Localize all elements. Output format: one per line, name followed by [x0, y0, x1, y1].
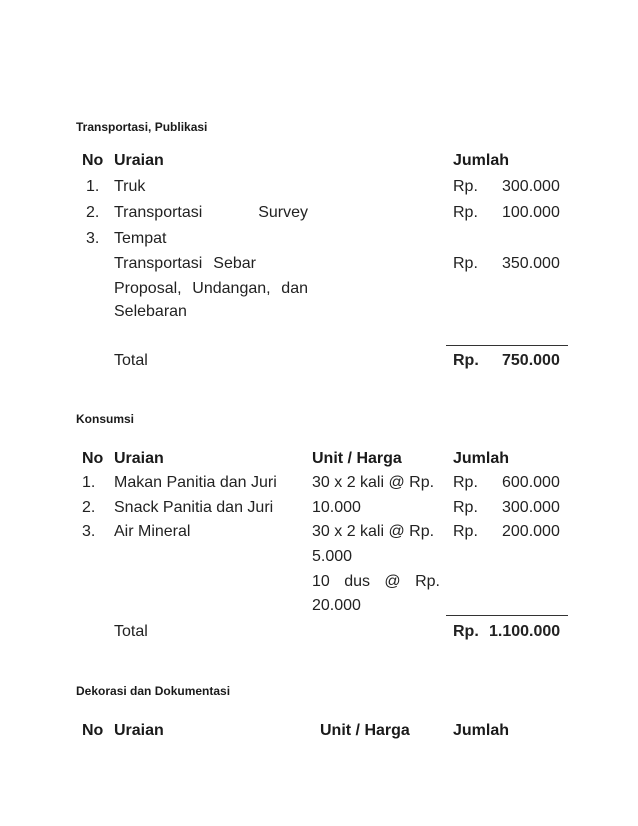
row-uraian-word: Undangan, [192, 280, 271, 297]
row-uraian: Selebaran [114, 303, 187, 320]
header-uraian: Uraian [114, 450, 164, 467]
row-unit-harga: 20.000 [312, 597, 361, 614]
row-unit-harga: 5.000 [312, 548, 353, 565]
row-amount: 200.000 [502, 523, 560, 540]
row-currency: Rp. [453, 499, 478, 516]
row-amount: 300.000 [502, 499, 560, 516]
row-number: 1. [82, 474, 96, 491]
row-uraian-word: Sebar [213, 255, 256, 272]
header-uraian: Uraian [114, 722, 164, 739]
row-currency: Rp. [453, 255, 478, 272]
total-rule [446, 615, 568, 616]
header-no: No [82, 152, 104, 169]
total-currency: Rp. [453, 352, 479, 369]
row-number: 3. [82, 523, 96, 540]
section-title-dekorasi: Dekorasi dan Dokumentasi [76, 684, 231, 698]
row-uraian: Snack Panitia dan Juri [114, 499, 274, 516]
total-amount: 1.100.000 [489, 623, 561, 640]
total-currency: Rp. [453, 623, 479, 640]
row-uraian: Tempat [114, 230, 167, 247]
row-amount: 300.000 [502, 178, 560, 195]
row-uraian-word: Transportasi [114, 204, 203, 221]
row-uraian: Air Mineral [114, 523, 191, 540]
header-no: No [82, 450, 104, 467]
row-unit-word: @ [384, 573, 401, 590]
row-unit-harga [312, 573, 440, 591]
row-uraian-word: Proposal, [114, 280, 182, 297]
row-uraian: Makan Panitia dan Juri [114, 474, 277, 491]
row-number: 3. [86, 230, 100, 247]
row-number: 1. [86, 178, 100, 195]
row-unit-harga: 10.000 [312, 499, 361, 516]
row-uraian-word: dan [281, 280, 308, 297]
total-label: Total [114, 352, 148, 369]
row-amount: 350.000 [502, 255, 560, 272]
total-amount: 750.000 [502, 352, 560, 369]
header-unit-harga: Unit / Harga [320, 722, 410, 739]
row-number: 2. [82, 499, 96, 516]
row-amount: 600.000 [502, 474, 560, 491]
row-uraian-word: Transportasi [114, 255, 203, 272]
header-jumlah: Jumlah [453, 152, 510, 169]
row-unit-word: dus [344, 573, 370, 590]
header-jumlah: Jumlah [453, 450, 510, 467]
row-currency: Rp. [453, 178, 478, 195]
total-label: Total [114, 623, 148, 640]
total-rule [446, 345, 568, 346]
row-unit-word: 10 [312, 573, 330, 590]
row-uraian: Truk [114, 178, 146, 195]
row-uraian [114, 204, 308, 222]
section-title-konsumsi: Konsumsi [76, 412, 135, 426]
row-number: 2. [86, 204, 100, 221]
row-unit-harga: 30 x 2 kali @ Rp. [312, 523, 435, 540]
row-unit-harga: 30 x 2 kali @ Rp. [312, 474, 435, 491]
header-unit-harga: Unit / Harga [312, 450, 402, 467]
row-currency: Rp. [453, 474, 478, 491]
header-no: No [82, 722, 104, 739]
row-uraian-word: Survey [258, 204, 308, 221]
header-jumlah: Jumlah [453, 722, 510, 739]
row-uraian [114, 255, 256, 273]
row-currency: Rp. [453, 523, 478, 540]
row-currency: Rp. [453, 204, 478, 221]
row-unit-word: Rp. [415, 573, 440, 590]
header-uraian: Uraian [114, 152, 164, 169]
row-uraian [114, 280, 308, 298]
row-amount: 100.000 [502, 204, 560, 221]
section-title-transportasi: Transportasi, Publikasi [76, 120, 208, 134]
